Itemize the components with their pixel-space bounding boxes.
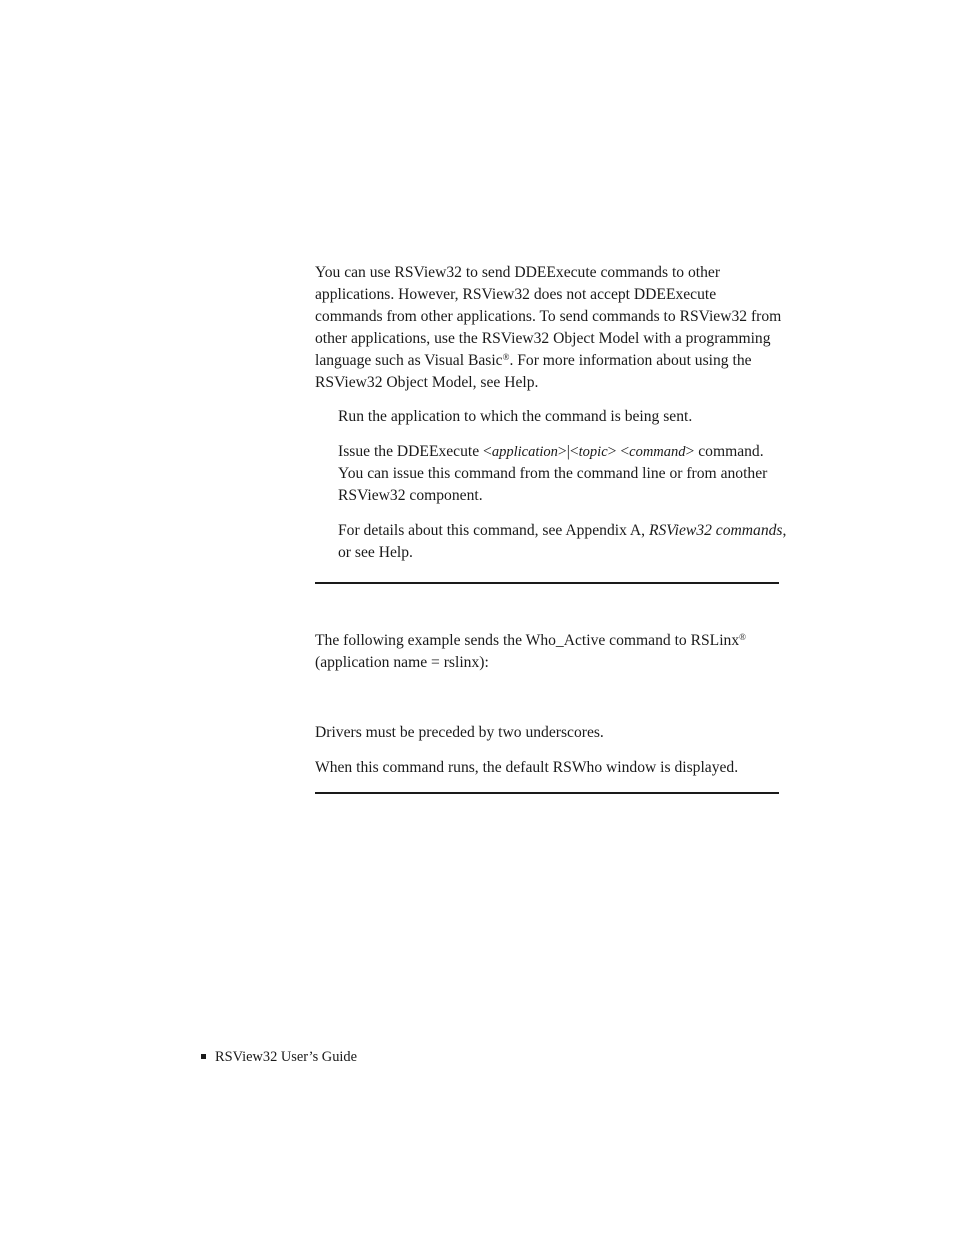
footer-square-bullet-icon [201, 1054, 206, 1059]
footer-title: RSView32 User’s Guide [215, 1049, 357, 1065]
syntax-topic: topic [578, 444, 608, 460]
step-details [338, 520, 788, 564]
step-run-application: Run the application to which the command is being sent. [338, 408, 693, 425]
syntax-command: command [629, 444, 686, 460]
registered-mark: ® [502, 352, 510, 362]
example-paragraph [315, 630, 785, 674]
syntax-prefix: Issue the DDEExecute < [338, 443, 492, 460]
section-divider-2 [315, 792, 779, 794]
intro-text-a: You can use RSView32 to send DDEExecute commands to other applications. However, RSView32 does not accept DDEExecute commands from other applications. To send commands to RSView32 from other applications, use the RSView32 Object Model with a programming language such as Visual Basic [315, 264, 782, 369]
intro-paragraph [315, 262, 785, 394]
details-prefix: For details about this command, see Appendix A, [338, 522, 649, 539]
step-issue-rest: command. You can issue this command from the command line or from another RSView32 component. [338, 443, 768, 504]
appendix-reference: RSView32 commands [648, 522, 783, 539]
section-divider-1 [315, 582, 779, 584]
drivers-note: Drivers must be preceded by two underscores. [315, 724, 604, 741]
syntax-close: > [685, 443, 695, 460]
intro-text-b: . For more information about using the RSView32 Object Model, see Help. [315, 352, 752, 391]
result-note: When this command runs, the default RSWho window is displayed. [315, 759, 739, 776]
details-suffix: , or see Help. [338, 522, 787, 561]
step-issue-command [338, 441, 788, 507]
registered-mark-rslinx: ® [739, 632, 746, 642]
syntax-sep-2: > < [607, 443, 630, 460]
example-text-a: The following example sends the Who_Active command to RSLinx [315, 632, 740, 649]
syntax-sep-1: >|< [557, 443, 579, 460]
page-footer [201, 1047, 357, 1067]
example-text-b: (application name = rslinx): [315, 654, 489, 671]
syntax-application: application [491, 444, 558, 460]
